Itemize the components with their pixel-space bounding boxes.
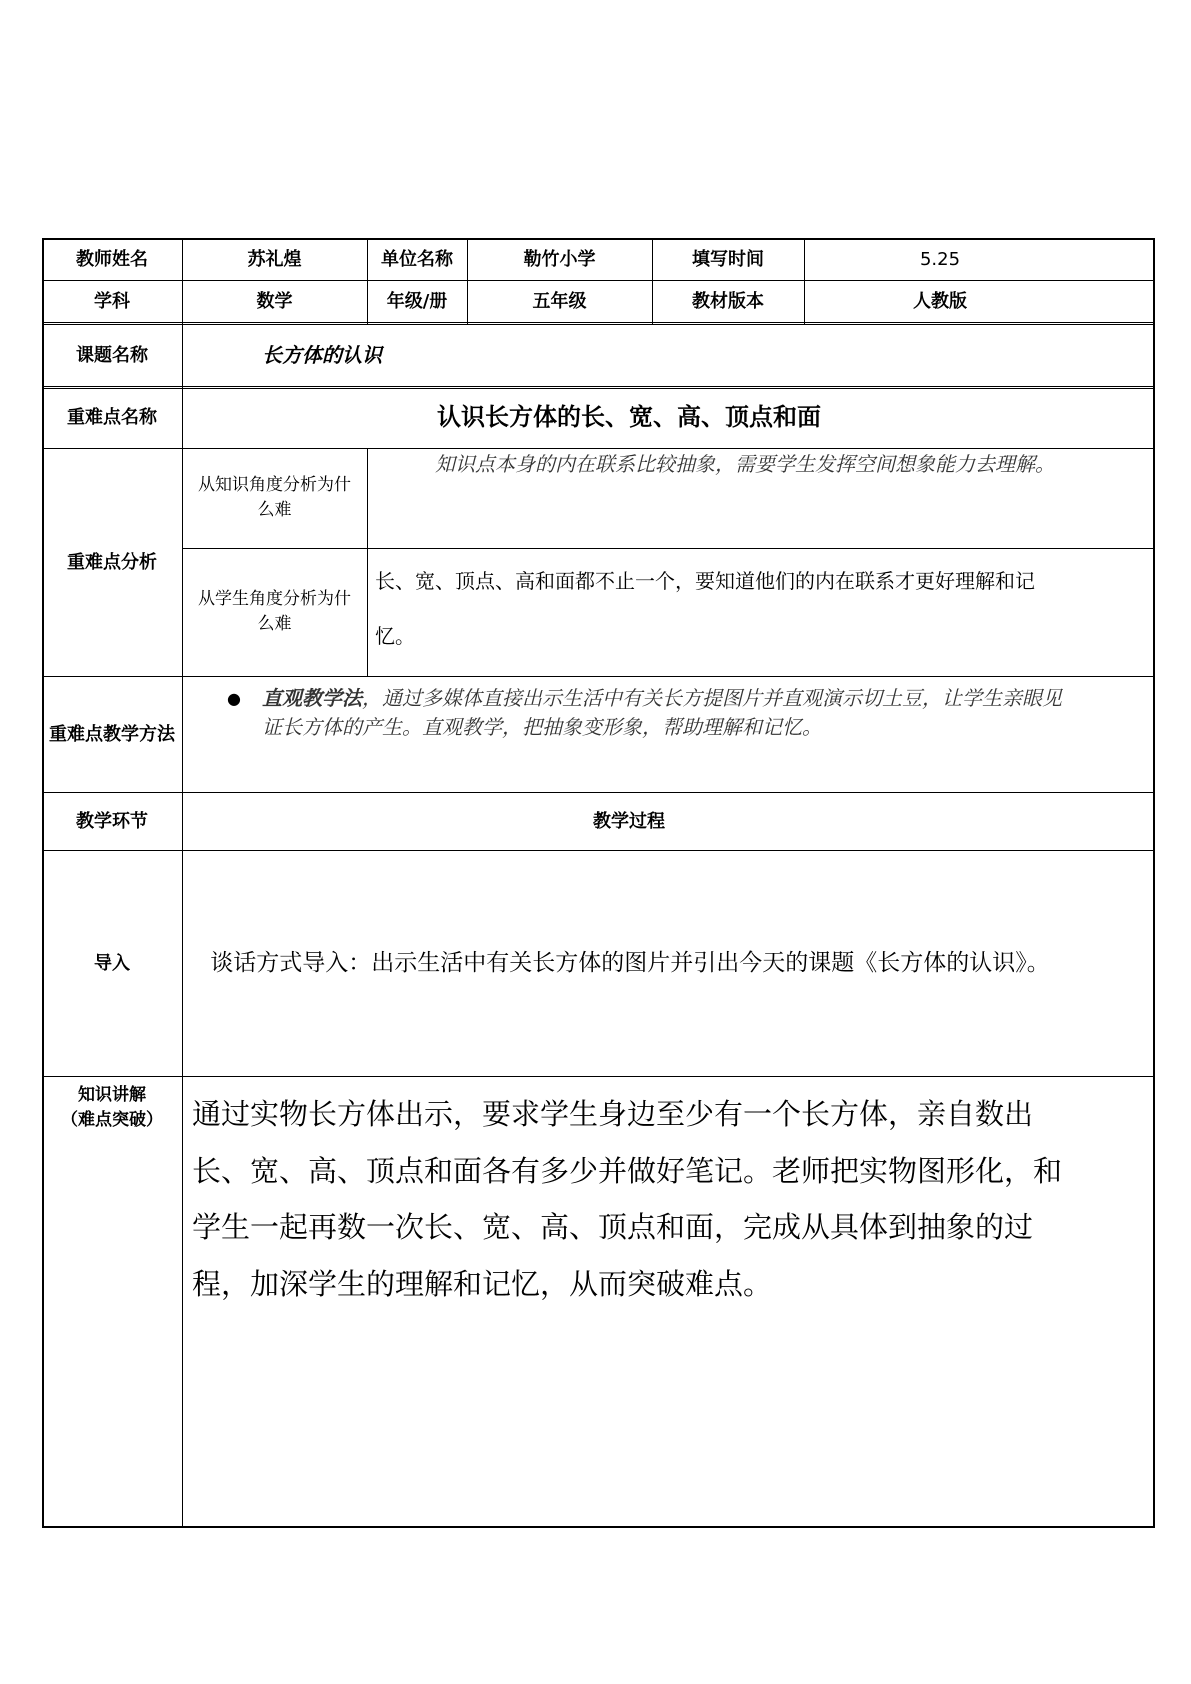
teacher-value: 苏礼煌 (247, 248, 302, 270)
analysis-label: 重难点分析 (67, 551, 157, 573)
edition-value: 人教版 (913, 290, 967, 312)
unit-label: 单位名称 (381, 248, 453, 270)
column-divider (467, 238, 468, 324)
process-label: 教学过程 (593, 810, 665, 832)
column-divider (804, 238, 805, 324)
row-divider (42, 448, 1155, 449)
row-divider (182, 548, 1155, 549)
row-divider (42, 850, 1155, 851)
lesson-plan-table (42, 238, 1155, 1528)
method-description: ，通过多媒体直接出示生活中有关长方提图片并直观演示切土豆，让学生亲眼见证长方体的产生。直观教学，把抽象变形象，帮助理解和记忆。 (262, 686, 1062, 739)
row-divider (42, 322, 1155, 323)
edition-label: 教材版本 (692, 290, 764, 312)
row-divider (42, 676, 1155, 677)
row-divider (42, 324, 1155, 325)
bullet-icon: ● (227, 689, 241, 708)
border-bottom (42, 1526, 1155, 1528)
explain-label (42, 1080, 182, 1136)
explain-label-line2: （难点突破） (61, 1110, 163, 1130)
key-points-value: 认识长方体的长、宽、高、顶点和面 (437, 403, 821, 431)
topic-value: 长方体的认识 (262, 343, 382, 367)
grade-value: 五年级 (532, 290, 587, 312)
column-divider (182, 238, 183, 1528)
row-divider (42, 792, 1155, 793)
explain-label-line1: 知识讲解 (78, 1084, 146, 1105)
row-divider (42, 386, 1155, 387)
unit-value: 勒竹小学 (523, 248, 596, 270)
border-left (42, 238, 44, 1528)
column-divider (652, 238, 653, 324)
subject-label: 学科 (94, 290, 130, 312)
stage-label: 教学环节 (76, 810, 148, 832)
teacher-label: 教师姓名 (76, 248, 148, 270)
intro-label: 导入 (94, 952, 130, 974)
student-angle-label: 从学生角度分析为什么难 (198, 588, 351, 634)
border-right (1153, 238, 1155, 1528)
date-value: 5.25 (919, 248, 961, 270)
topic-label: 课题名称 (76, 344, 148, 366)
column-divider (367, 448, 368, 676)
key-points-label: 重难点名称 (67, 406, 157, 428)
knowledge-angle-label: 从知识角度分析为什么难 (198, 474, 351, 520)
explain-text: 通过实物长方体出示，要求学生身边至少有一个长方体，亲自数出长、宽、高、顶点和面各有多少并做好笔记。老师把实物图形化，和学生一起再数一次长、宽、高、顶点和面，完成从具体到抽象的过程，加深学生的理解和记忆，从而突破难点。 (192, 1097, 1063, 1301)
subject-value: 数学 (256, 290, 293, 312)
grade-label: 年级/册 (386, 290, 448, 312)
student-angle-text: 长、宽、顶点、高和面都不止一个，要知道他们的内在联系才更好理解和记忆。 (375, 569, 1035, 648)
knowledge-angle-text: 知识点本身的内在联系比较抽象，需要学生发挥空间想象能力去理解。 (435, 452, 1055, 476)
date-label: 填写时间 (692, 248, 764, 270)
method-title: 直观教学法 (262, 686, 362, 710)
method-label: 重难点教学方法 (49, 723, 175, 745)
row-divider (42, 280, 1155, 281)
column-divider (367, 238, 368, 324)
method-text (262, 684, 1072, 784)
row-divider (42, 1076, 1155, 1077)
intro-text: 谈话方式导入：出示生活中有关长方体的图片并引出今天的课题《长方体的认识》。 (210, 949, 1050, 976)
row-divider (42, 388, 1155, 389)
border-top (42, 238, 1155, 240)
